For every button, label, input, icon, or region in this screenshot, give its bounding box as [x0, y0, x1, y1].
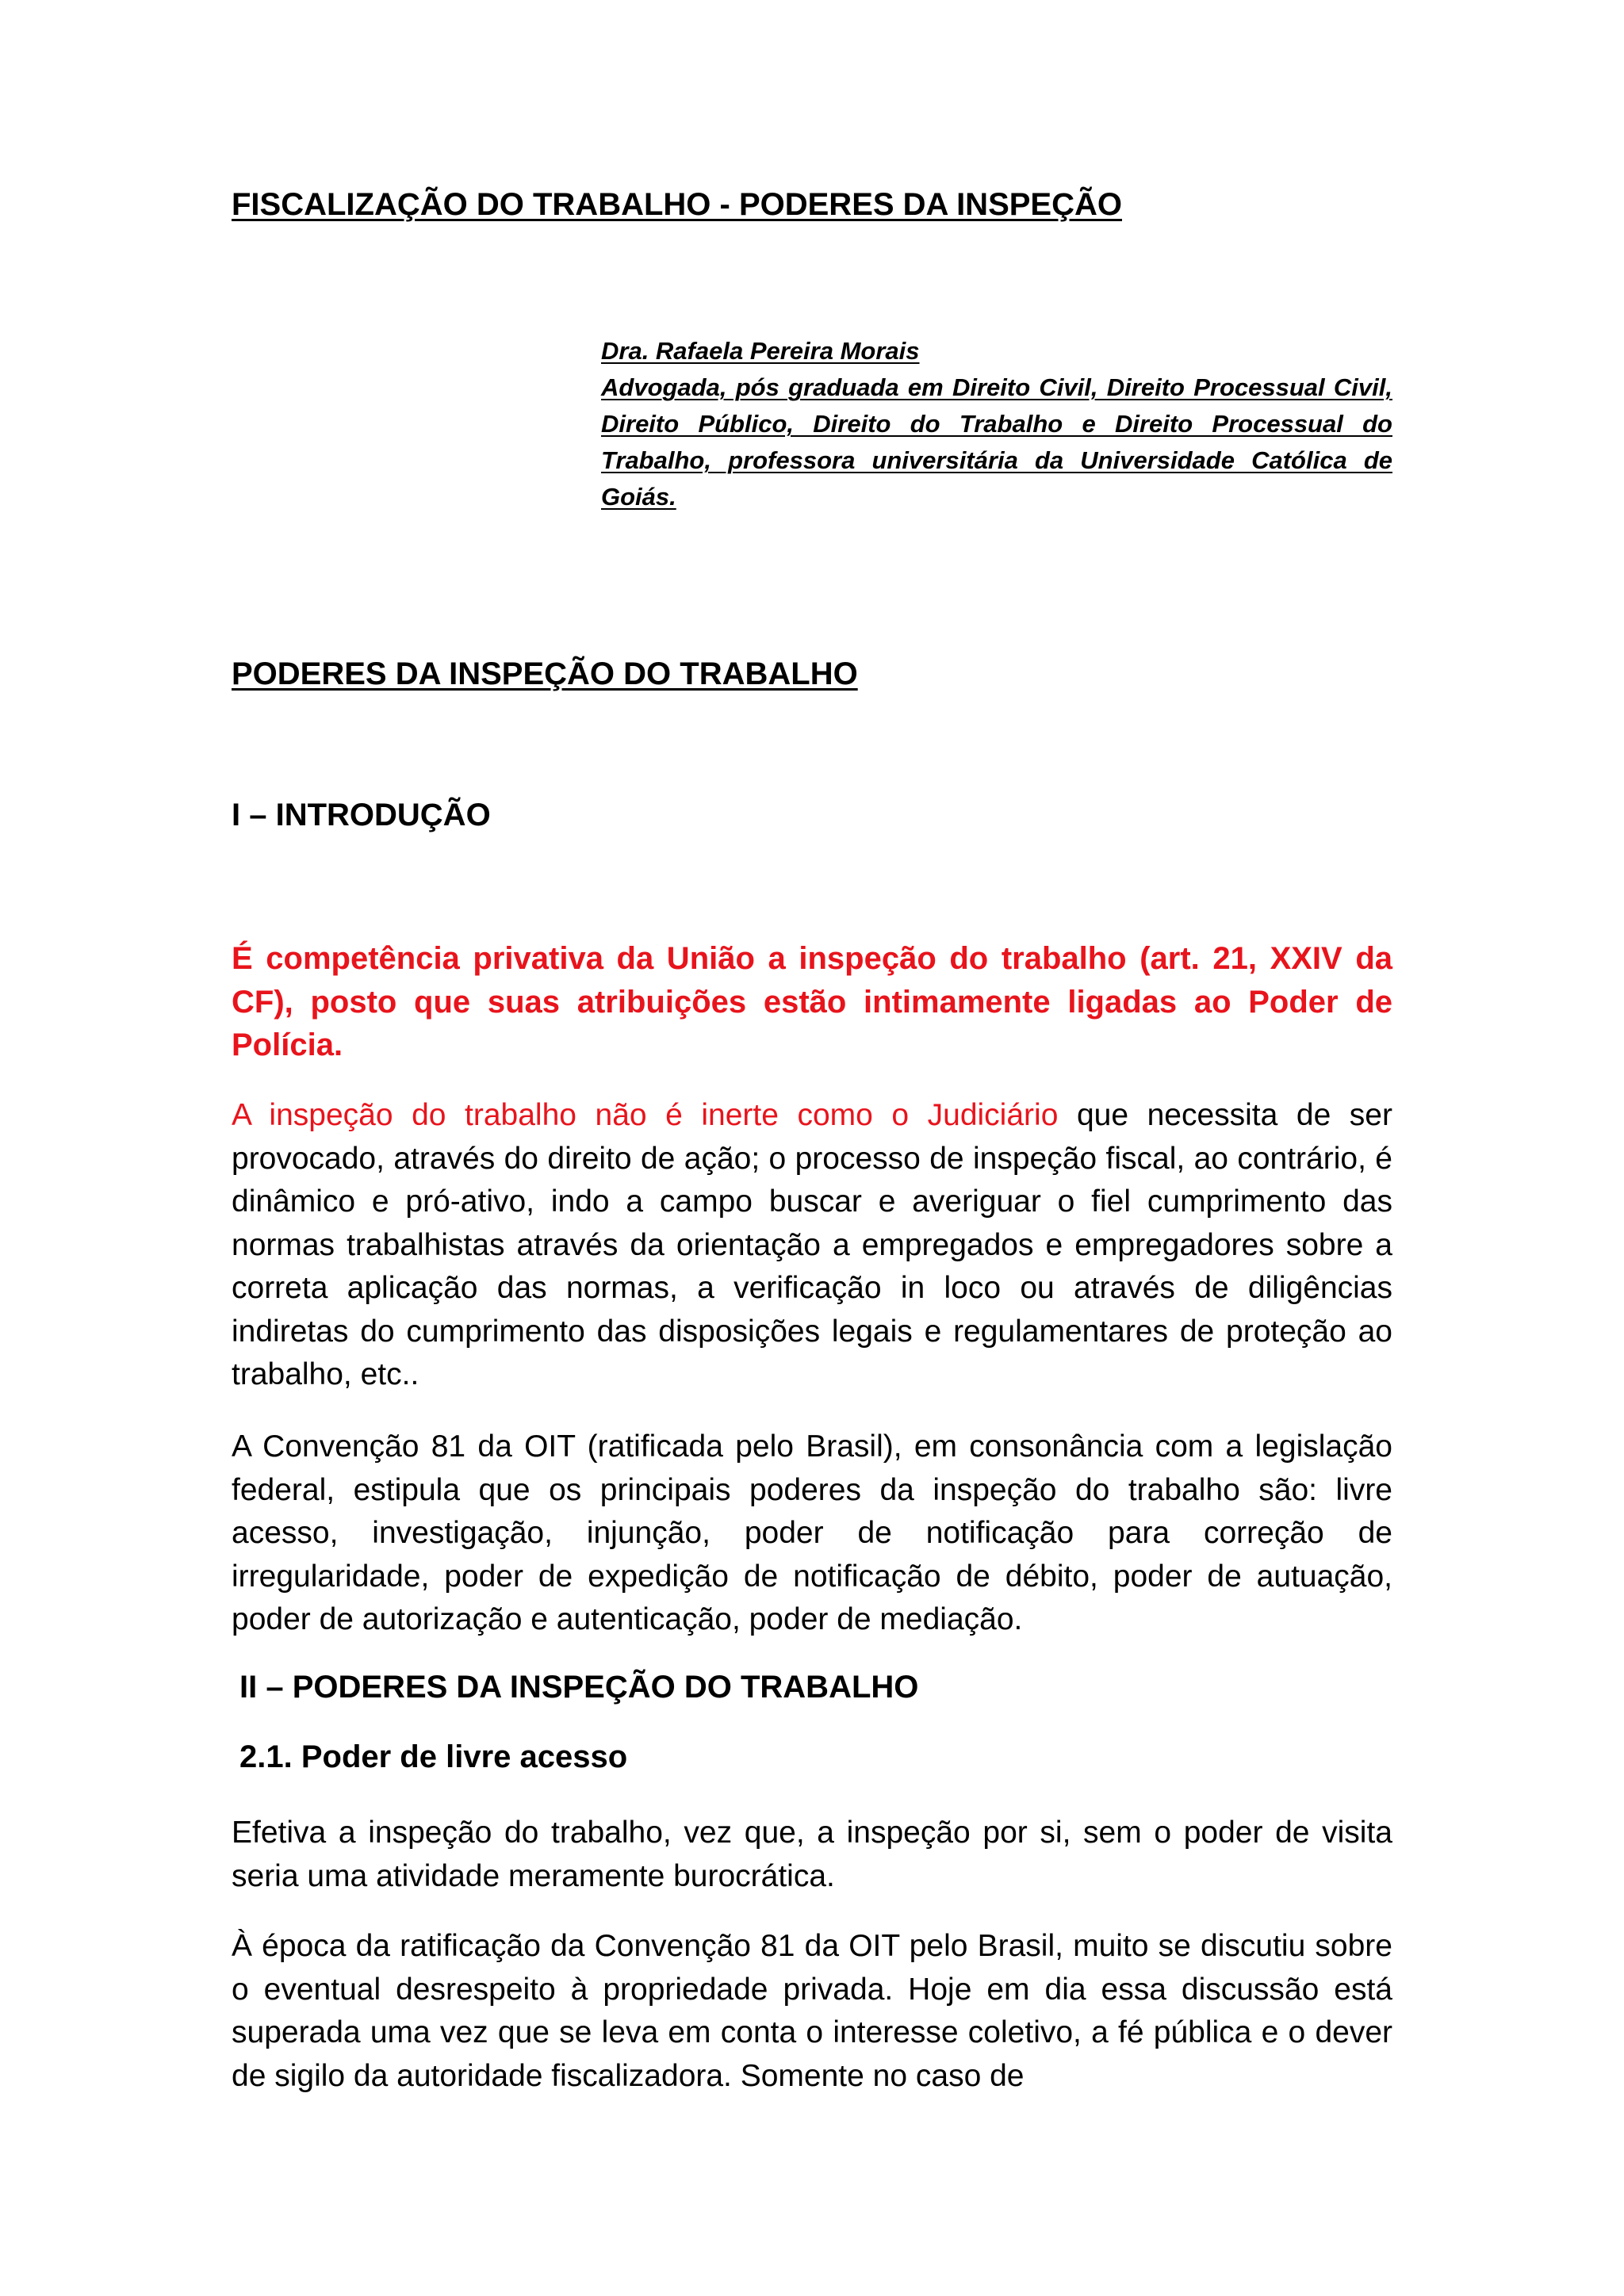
paragraph-efetiva-inspecao: Efetiva a inspeção do trabalho, vez que, a inspeção por si, sem o poder de visita seria uma atividade meramente burocrática. [232, 1816, 1392, 1893]
section-heading-poderes: PODERES DA INSPEÇÃO DO TRABALHO [232, 656, 858, 691]
paragraph-continuation: que necessita de ser provocado, através do direito de ação; o processo de inspeção fiscal, ao contrário, é dinâmico e pró-ativo, indo a campo buscar e averiguar o fiel cumprimento das normas trabalhistas através da orientação a empregados e empregadores sobre a correta aplicação das normas, a verificação in loco ou através de diligências indiretas do cumprimento das disposições legais e regulamentares de proteção ao trabalho, etc.. [232, 1098, 1392, 1391]
paragraph-inspecao-dinamica [232, 1094, 1392, 1397]
author-bio: Advogada, pós graduada em Direito Civil, Direito Processual Civil, Direito Público, Direito do Trabalho e Direito Processual do Trabalho, professora universitária da Universidade Católica de Goiás. [601, 373, 1392, 511]
paragraph-red-lead: A inspeção do trabalho não é inerte como o Judiciário [232, 1098, 1059, 1132]
intro-heading: I – INTRODUÇÃO [232, 798, 491, 832]
section2-heading: II – PODERES DA INSPEÇÃO DO TRABALHO [239, 1670, 919, 1705]
subsection-livre-acesso-heading: 2.1. Poder de livre acesso [239, 1739, 628, 1774]
paragraph-ratificacao: À época da ratificação da Convenção 81 da OIT pelo Brasil, muito se discutiu sobre o eventual desrespeito à propriedade privada. Hoje em dia essa discussão está superada uma vez que se leva em conta o interesse coletivo, a fé pública e o dever de sigilo da autoridade fiscalizadora. Somente no caso de [232, 1929, 1392, 2093]
author-name: Dra. Rafaela Pereira Morais [601, 337, 920, 365]
paragraph-convencao-81: A Convenção 81 da OIT (ratificada pelo Brasil), em consonância com a legislação federal, estipula que os principais poderes da inspeção do trabalho são: livre acesso, investigação, injunção, poder de notificação para correção de irregularidade, poder de expedição de notificação de débito, poder de autuação, poder de autorização e autenticação, poder de mediação. [232, 1429, 1392, 1636]
author-block [601, 333, 1392, 515]
intro-highlight-paragraph: É competência privativa da União a inspeção do trabalho (art. 21, XXIV da CF), posto que suas atribuições estão intimamente ligadas ao Poder de Polícia. [232, 941, 1392, 1062]
document-title: FISCALIZAÇÃO DO TRABALHO - PODERES DA INSPEÇÃO [232, 187, 1122, 222]
